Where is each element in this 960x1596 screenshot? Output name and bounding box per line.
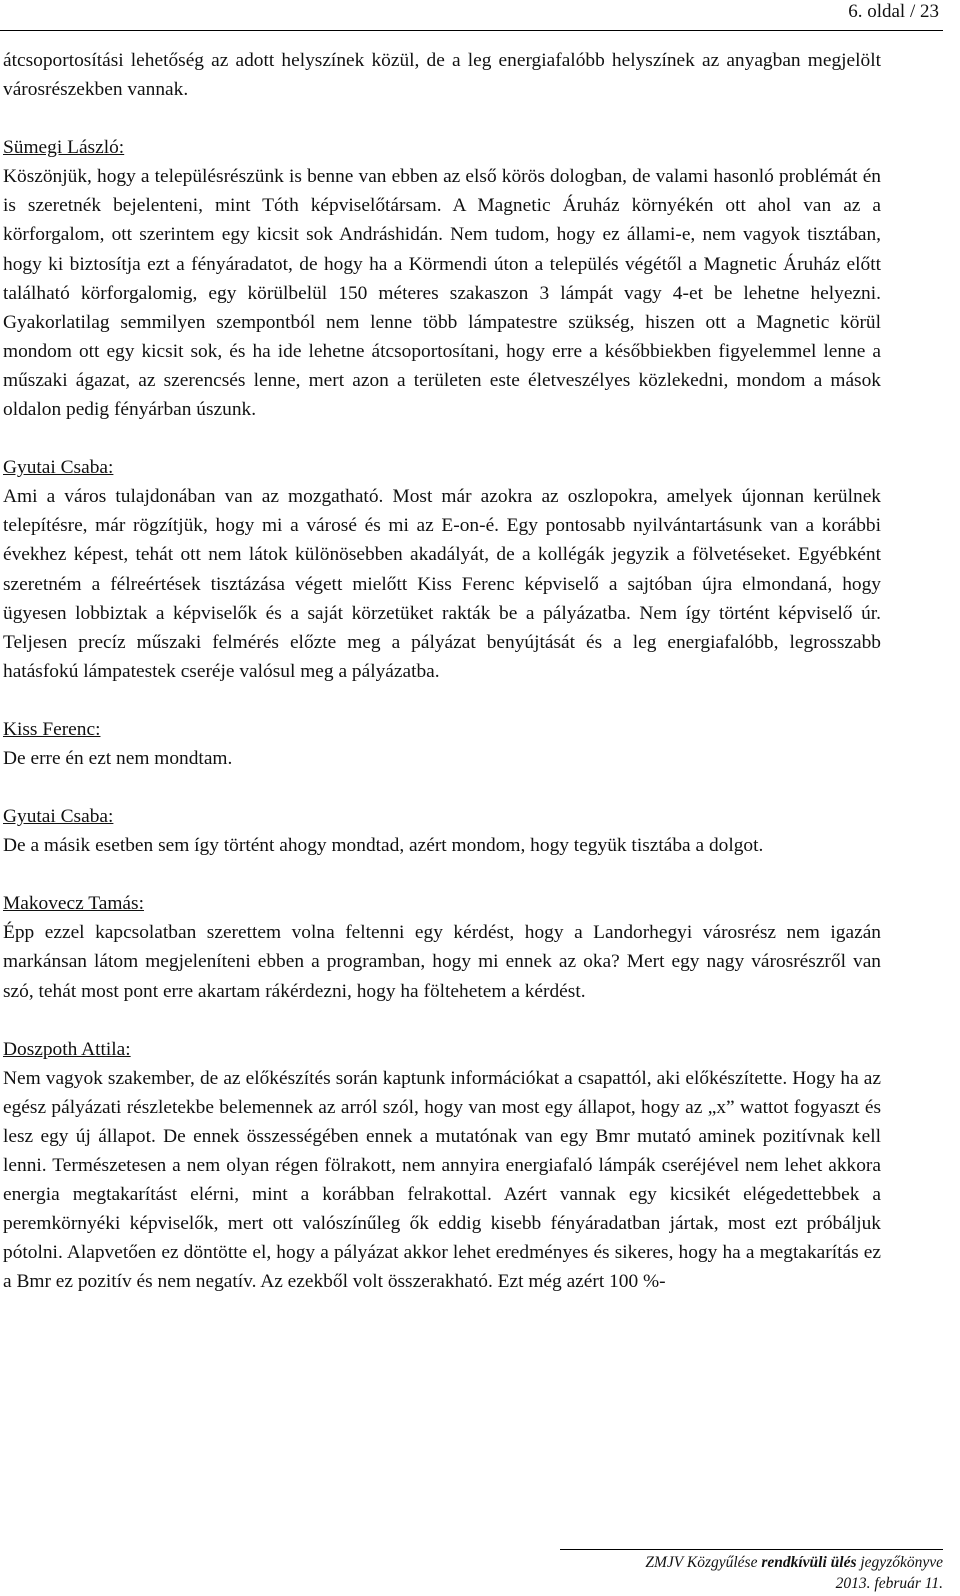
footer-date: 2013. február 11. <box>835 1575 943 1592</box>
speech-text: Épp ezzel kapcsolatban szerettem volna feltenni egy kérdést, hogy a Landorhegyi városrész nem igazán markánsan látom megjeleníteni ebben a programban, hogy mi ennek az oka? Mert egy nagy városrészről van szó, tehát most pont erre akartam rákérdezni, hogy ha föltehetem a kérdést. <box>3 922 881 1002</box>
speech-block <box>3 889 881 1005</box>
footer-title <box>560 1550 943 1573</box>
speaker-name: Makovecz Tamás: <box>3 893 144 915</box>
footer-title-suffix: jegyzőkönyve <box>856 1554 943 1571</box>
speaker-name: Kiss Ferenc: <box>3 718 101 740</box>
intro-paragraph: átcsoportosítási lehetőség az adott helyszínek közül, de a leg energiafalóbb helyszínek az anyagban megjelölt városrészekben vannak. <box>3 50 881 101</box>
speech-block <box>3 133 881 424</box>
document-body <box>3 46 881 1296</box>
speaker-name: Gyutai Csaba: <box>3 457 114 479</box>
speaker-name: Gyutai Csaba: <box>3 806 114 828</box>
speech-text: Köszönjük, hogy a településrészünk is benne van ebben az első körös dologban, de valami hasonló problémát én is szeretnék bejelenteni, mint Tóth képviselőtársam. A Magnetic Áruház környékén ott ahol van az a körforgalom, ott szerintem egy kicsit sok Andráshidán. Nem tudom, hogy ez állami-e, nem vagyok tisztában, hogy ki biztosítja ezt a fényáradatot, de hogy ha a Körmendi úton a település végétől a Magnetic Áruház előtt található körforgalomig, egy körülbelül 150 méteres szakaszon 3 lámpát vagy 4-et be lehetne helyezni. Gyakorlatilag semmilyen szempontból nem lenne több lámpatestre szükség, hiszen ott a Magnetic körül mondom ott egy kicsit sok, és ha ide lehetne átcsoportosítani, hogy erre a későbbiekben figyelemmel lenne a műszaki ágazat, az szerencsés lenne, mert azon a területen este életveszélyes közlekedni, mondom a mások oldalon pedig fényárban úszunk. <box>3 166 881 421</box>
speech-text: De erre én ezt nem mondtam. <box>3 747 233 769</box>
speech-block <box>3 1035 881 1297</box>
footer-title-prefix: ZMJV Közgyűlése <box>645 1554 762 1571</box>
speaker-name: Sümegi László: <box>3 137 125 159</box>
speech-block <box>3 715 881 773</box>
speech-text: Ami a város tulajdonában van az mozgatható. Most már azokra az oszlopokra, amelyek újonnan kerülnek telepítésre, már rögzítjük, hogy mi a városé és mi az E-on-é. Egy pontosabb nyilvántartásunk van a korábbi évekhez képest, tehát ott nem látok különösebben akadályát, de a kollégák jegyzik a fölvetéseket. Egyébként szeretném a félreértések tisztázása végett mielőtt Kiss Ferenc képviselő a sajtóban újra elmondaná, hogy ügyesen lobbiztak a képviselők és a saját körzetüket rakták be a pályázatba. Nem így történt képviselő úr. Teljesen precíz műszaki felmérés előzte meg a pályázat benyújtását és a leg energiafalóbb, legrosszabb hatásfokú lámpatestek cseréje valósul meg a pályázatba. <box>3 486 881 682</box>
footer-title-bold: rendkívüli ülés <box>761 1554 857 1571</box>
speech-block <box>3 802 881 860</box>
speaker-name: Doszpoth Attila: <box>3 1038 131 1060</box>
speech-text: De a másik esetben sem így történt ahogy mondtad, azért mondom, hogy tegyük tisztába a dolgot. <box>3 835 764 857</box>
page-number: 6. oldal / 23 <box>848 1 939 22</box>
page-footer <box>560 1549 943 1594</box>
speech-text: Nem vagyok szakember, de az előkészítés során kaptunk információkat a csapattól, aki előkészítette. Hogy ha az egész pályázati részletekbe belemennek az arról szól, hogy van most egy állapot, hogy az „x” wattot fogyaszt és lesz egy új állapot. De ennek összességében ennek a mutatónak van egy Bmr mutató aminek pozitívnak kell lenni. Természetesen a nem olyan régen fölrakott, nem annyira energiafaló lámpák cseréjével nem lehet akkora energia megtakarítást elérni, mint a korábban felrakottal. Azért vannak egy kicsikét elégedettebbek a peremkörnyéki képviselők, mert ott valószínűleg ők eddig kisebb fényáradatban jártak, most ezt próbáljuk pótolni. Alapvetően ez döntötte el, hogy a pályázat akkor lehet eredményes és sikeres, hogy ha a megtakarítás ez a Bmr ez pozitív és nem negatív. Az ezekből volt összerakható. Ezt még azért 100 %- <box>3 1067 881 1293</box>
speech-block <box>3 453 881 686</box>
page-header <box>0 0 943 31</box>
